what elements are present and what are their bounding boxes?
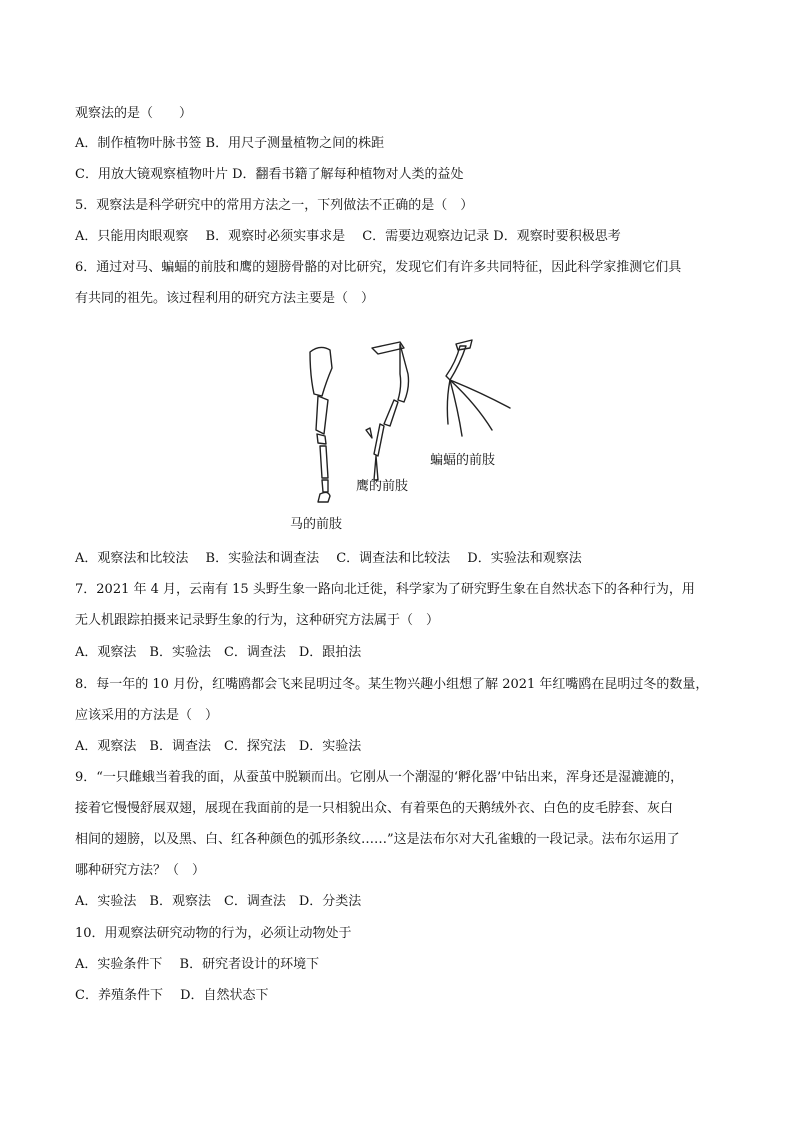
text-line: A．实验法 B．观察法 C．调查法 D．分类法 [75,894,362,909]
eagle-ulna [398,344,409,402]
text-line: 相间的翅膀，以及黑、白、红各种颜色的弧形条纹……”这是法布尔对大孔雀蛾的一段记录。法布尔运用了 [75,832,680,847]
bat-forelimb-label: 蝙蝠的前肢 [430,453,496,468]
horse-radius [316,396,328,434]
text-line: 有共同的祖先。该过程利用的研究方法主要是（ ） [75,291,375,306]
horse-pastern [322,480,328,492]
text-line: 接着它慢慢舒展双翅，展现在我面前的是一只相貌出众、有着栗色的天鹅绒外衣、白色的皮毛脖套、灰白 [75,801,674,816]
eagle-digit [374,456,378,480]
bat-finger-4 [447,380,450,424]
text-line: 应该采用的方法是（ ） [75,708,219,723]
horse-cannon [320,446,328,478]
horse-carpal [317,434,326,444]
text-line: A．实验条件下 B．研究者设计的环境下 [75,957,320,972]
text-line: A．观察法 B．实验法 C．调查法 D．跟拍法 [75,645,362,660]
eagle-forelimb-label: 鹰的前肢 [356,479,409,494]
text-line: 7．2021 年 4 月，云南有 15 头野生象一路向北迁徙，科学家为了研究野生象在自然状态下的各种行为，用 [75,582,695,597]
text-line: A．只能用肉眼观察 B．观察时必须实事求是 C．需要边观察边记录 D．观察时要积极思考 [75,229,621,244]
forelimb-skeleton-drawing [280,330,540,535]
bat-finger-1 [450,380,510,408]
text-line: 哪种研究方法？（ ） [75,863,206,878]
eagle-humerus [372,342,404,354]
bat-finger-3 [450,380,462,436]
horse-hoof [318,492,330,502]
text-line: C．养殖条件下 D．自然状态下 [75,988,269,1003]
bat-radius [446,346,466,380]
eagle-radius [384,400,398,426]
eagle-metacarpal [374,424,384,456]
forelimb-skeleton-figure [280,330,540,535]
text-line: 5．观察法是科学研究中的常用方法之一，下列做法不正确的是（ ） [75,198,474,213]
horse-humerus [310,347,332,396]
text-line: A．观察法 B．调查法 C．探究法 D．实验法 [75,739,362,754]
text-line: 9．“一只雌蛾当着我的面，从蚕茧中脱颖而出。它刚从一个潮湿的‘孵化器’中钻出来，浑身还是湿漉漉的， [75,770,684,785]
text-line: 10．用观察法研究动物的行为，必须让动物处于 [75,926,352,941]
text-line: A．观察法和比较法 B．实验法和调查法 C．调查法和比较法 D．实验法和观察法 [75,551,582,566]
text-line: 6．通过对马、蝙蝠的前肢和鹰的翅膀骨骼的对比研究，发现它们有许多共同特征，因此科学家推测它们具 [75,260,682,275]
eagle-digit-small [366,428,372,438]
text-line: 8．每一年的 10 月份，红嘴鸥都会飞来昆明过冬。某生物兴趣小组想了解 2021 年红嘴鸥在昆明过冬的数量， [75,677,709,692]
bat-humerus [456,340,472,350]
text-line: C．用放大镜观察植物叶片 D．翻看书籍了解每种植物对人类的益处 [75,167,464,182]
text-line: A．制作植物叶脉书签 B．用尺子测量植物之间的株距 [75,136,385,151]
horse-forelimb-label: 马的前肢 [290,517,343,532]
text-line: 观察法的是（ ） [75,106,193,121]
text-line: 无人机跟踪拍摄来记录野生象的行为，这种研究方法属于（ ） [75,613,440,628]
